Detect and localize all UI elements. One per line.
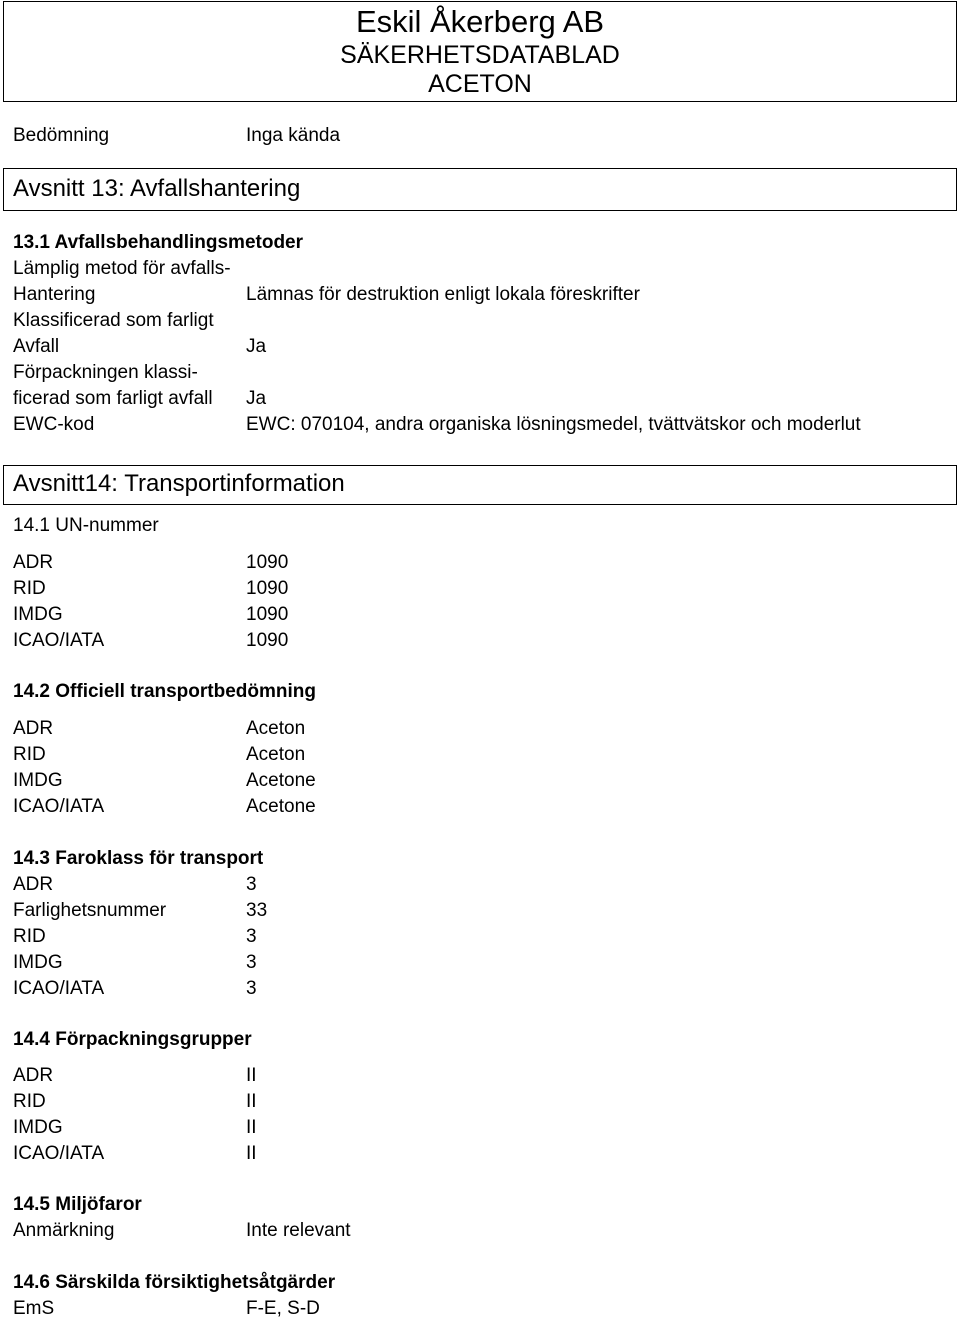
un-label-adr: ADR — [13, 552, 54, 573]
assessment-value: Inga kända — [246, 125, 341, 146]
un-value-icao: 1090 — [246, 630, 289, 651]
packaging-label-line2: ficerad som farligt avfall — [13, 388, 213, 409]
ems-label: EmS — [13, 1298, 55, 1319]
shipping-value-imdg: Acetone — [246, 770, 316, 791]
shipping-value-rid: Aceton — [246, 744, 306, 765]
section-14-5-heading: 14.5 Miljöfaror — [13, 1194, 142, 1215]
env-value: Inte relevant — [246, 1220, 351, 1241]
pg-value-imdg: II — [246, 1117, 257, 1138]
method-label-line2: Hantering — [13, 284, 96, 305]
section-14-1-heading: 14.1 UN-nummer — [13, 515, 159, 536]
section-14-3-heading: 14.3 Faroklass för transport — [13, 848, 264, 869]
shipping-label-adr: ADR — [13, 718, 54, 739]
class-value-icao: 3 — [246, 978, 257, 999]
hazwaste-label-line2: Avfall — [13, 336, 60, 357]
ems-value: F-E, S-D — [246, 1298, 320, 1319]
env-label: Anmärkning — [13, 1220, 115, 1241]
class-label-hazard-number: Farlighetsnummer — [13, 900, 167, 921]
ewc-label: EWC-kod — [13, 414, 95, 435]
company-name: Eskil Åkerberg AB — [355, 4, 605, 39]
product-name: ACETON — [428, 70, 532, 98]
pg-label-rid: RID — [13, 1091, 46, 1112]
section-14-4-heading: 14.4 Förpackningsgrupper — [13, 1029, 252, 1050]
un-label-rid: RID — [13, 578, 46, 599]
shipping-value-adr: Aceton — [246, 718, 306, 739]
pg-label-icao: ICAO/IATA — [13, 1143, 105, 1164]
section-14-title: Avsnitt14: Transportinformation — [13, 470, 345, 497]
section-13-title: Avsnitt 13: Avfallshantering — [13, 175, 301, 202]
shipping-label-rid: RID — [13, 744, 46, 765]
class-value-rid: 3 — [246, 926, 257, 947]
shipping-label-icao: ICAO/IATA — [13, 796, 105, 817]
assessment-label: Bedömning — [13, 125, 110, 146]
un-value-rid: 1090 — [246, 578, 289, 599]
un-value-imdg: 1090 — [246, 604, 289, 625]
ewc-value: EWC: 070104, andra organiska lösningsmedel, tvättvätskor och moderlut — [246, 414, 861, 435]
hazwaste-label-line1: Klassificerad som farligt — [13, 310, 214, 331]
shipping-value-icao: Acetone — [246, 796, 316, 817]
class-value-imdg: 3 — [246, 952, 257, 973]
un-label-icao: ICAO/IATA — [13, 630, 105, 651]
method-label-line1: Lämplig metod för avfalls- — [13, 258, 231, 279]
class-label-imdg: IMDG — [13, 952, 63, 973]
pg-value-adr: II — [246, 1065, 257, 1086]
packaging-label-line1: Förpackningen klassi- — [13, 362, 198, 383]
class-value-adr: 3 — [246, 874, 257, 895]
pg-label-adr: ADR — [13, 1065, 54, 1086]
pg-value-rid: II — [246, 1091, 257, 1112]
class-label-rid: RID — [13, 926, 46, 947]
section-14-2-heading: 14.2 Officiell transportbedömning — [13, 681, 316, 702]
pg-label-imdg: IMDG — [13, 1117, 63, 1138]
packaging-value: Ja — [246, 388, 267, 409]
un-value-adr: 1090 — [246, 552, 289, 573]
hazwaste-value: Ja — [246, 336, 267, 357]
method-value: Lämnas för destruktion enligt lokala föreskrifter — [246, 284, 640, 305]
class-label-adr: ADR — [13, 874, 54, 895]
section-14-6-heading: 14.6 Särskilda försiktighetsåtgärder — [13, 1272, 336, 1293]
shipping-label-imdg: IMDG — [13, 770, 63, 791]
section-13-1-heading: 13.1 Avfallsbehandlingsmetoder — [13, 232, 304, 253]
pg-value-icao: II — [246, 1143, 257, 1164]
class-value-hazard-number: 33 — [246, 900, 268, 921]
un-label-imdg: IMDG — [13, 604, 63, 625]
class-label-icao: ICAO/IATA — [13, 978, 105, 999]
document-type: SÄKERHETSDATABLAD — [340, 41, 620, 69]
